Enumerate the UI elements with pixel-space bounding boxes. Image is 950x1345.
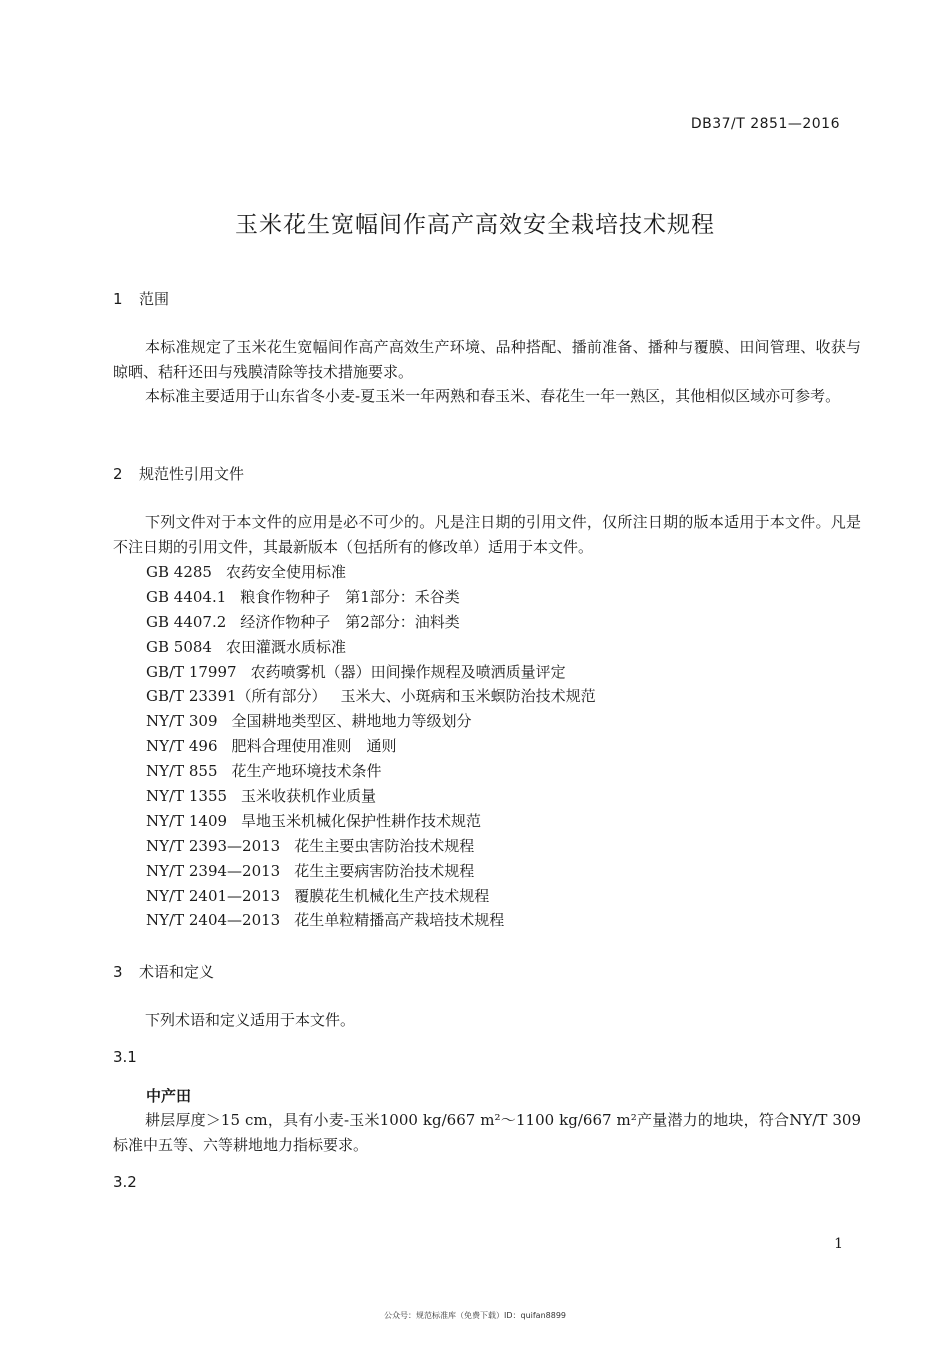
references-intro: 下列文件对于本文件的应用是必不可少的。凡是注日期的引用文件，仅所注日期的版本适用于本文件。凡是不注日期的引用文件，其最新版本（包括所有的修改单）适用于本文件。 [113, 513, 861, 556]
section-1-heading [113, 288, 169, 309]
scope-paragraph-2: 本标准主要适用于山东省冬小麦-夏玉米一年两熟和春玉米、春花生一年一熟区，其他相似区域亦可参考。 [145, 387, 841, 405]
reference-code: GB/T 17997 [146, 662, 237, 681]
reference-item [146, 660, 596, 685]
section-number: 1 [113, 290, 123, 308]
standard-code: DB37/T 2851—2016 [690, 116, 840, 132]
section-title: 规范性引用文件 [139, 465, 245, 483]
section-number: 2 [113, 465, 123, 483]
section-title: 范围 [139, 290, 170, 308]
reference-title: 花生主要病害防治技术规程 [294, 861, 475, 880]
reference-title: 农药安全使用标准 [225, 563, 346, 581]
reference-code: NY/T 309 [146, 712, 218, 731]
reference-item [146, 684, 596, 709]
reference-item [146, 560, 596, 585]
term-definition: 耕层厚度＞15 cm，具有小麦-玉米1000 kg/667 m²～1100 kg/667 m²产量潜力的地块，符合NY/T 309标准中五等、六等耕地地力指标要求。 [113, 1111, 861, 1154]
reference-item [146, 834, 596, 859]
reference-title: 农药喷雾机（器）田间操作规程及喷洒质量评定 [250, 662, 566, 681]
reference-title: 旱地玉米机械化保护性耕作技术规范 [241, 811, 482, 830]
reference-title: 玉米大、小斑病和玉米螟防治技术规范 [340, 687, 596, 706]
reference-code: GB 4404.1 [146, 587, 227, 606]
term-number: 3.2 [113, 1173, 137, 1191]
reference-title: 花生单粒精播高产栽培技术规程 [294, 911, 505, 930]
document-title: 玉米花生宽幅间作高产高效安全栽培技术规程 [235, 212, 715, 238]
scope-paragraph-1: 本标准规定了玉米花生宽幅间作高产高效生产环境、品种搭配、播前准备、播种与覆膜、田间管理、收获与晾晒、秸秆还田与残膜清除等技术措施要求。 [113, 338, 861, 381]
reference-code: GB 4285 [146, 563, 212, 581]
section-3-heading [113, 961, 214, 982]
reference-code: NY/T 2404—2013 [146, 911, 281, 930]
reference-title: 粮食作物种子 第1部分：禾谷类 [240, 587, 460, 606]
reference-code: GB/T 23391（所有部分） [146, 687, 327, 706]
reference-title: 全国耕地类型区、耕地地力等级划分 [231, 712, 472, 731]
page-number: 1 [834, 1236, 843, 1252]
reference-title: 肥料合理使用准则 通则 [231, 737, 397, 756]
reference-code: NY/T 1355 [146, 787, 228, 806]
section-title: 术语和定义 [139, 963, 215, 981]
reference-code: NY/T 2401—2013 [146, 886, 281, 905]
reference-item [146, 809, 596, 834]
reference-list [146, 560, 596, 933]
reference-item [146, 859, 596, 884]
reference-title: 花生产地环境技术条件 [231, 762, 382, 781]
reference-code: NY/T 2394—2013 [146, 861, 281, 880]
reference-item [146, 884, 596, 909]
reference-item [146, 908, 596, 933]
reference-title: 覆膜花生机械化生产技术规程 [294, 886, 490, 905]
reference-item [146, 784, 596, 809]
reference-code: NY/T 496 [146, 737, 218, 756]
reference-title: 花生主要虫害防治技术规程 [294, 836, 475, 855]
reference-code: GB 4407.2 [146, 612, 227, 631]
reference-item [146, 585, 596, 610]
section-number: 3 [113, 963, 123, 981]
reference-item [146, 734, 596, 759]
reference-item [146, 759, 596, 784]
reference-item [146, 635, 596, 660]
footer-watermark-text: 公众号：规范标准库（免费下载）ID：quifan8899 [383, 1311, 567, 1320]
reference-title: 玉米收获机作业质量 [241, 787, 377, 806]
reference-item [146, 610, 596, 635]
reference-title: 农田灌溉水质标准 [225, 637, 346, 656]
reference-code: NY/T 855 [146, 762, 218, 781]
reference-code: NY/T 1409 [146, 811, 228, 830]
terms-intro: 下列术语和定义适用于本文件。 [145, 1011, 356, 1029]
section-2-heading [113, 463, 244, 484]
reference-code: GB 5084 [146, 637, 212, 656]
reference-title: 经济作物种子 第2部分：油料类 [240, 612, 460, 631]
reference-item [146, 709, 596, 734]
term-name: 中产田 [146, 1087, 192, 1105]
term-number: 3.1 [113, 1048, 137, 1066]
reference-code: NY/T 2393—2013 [146, 836, 281, 855]
